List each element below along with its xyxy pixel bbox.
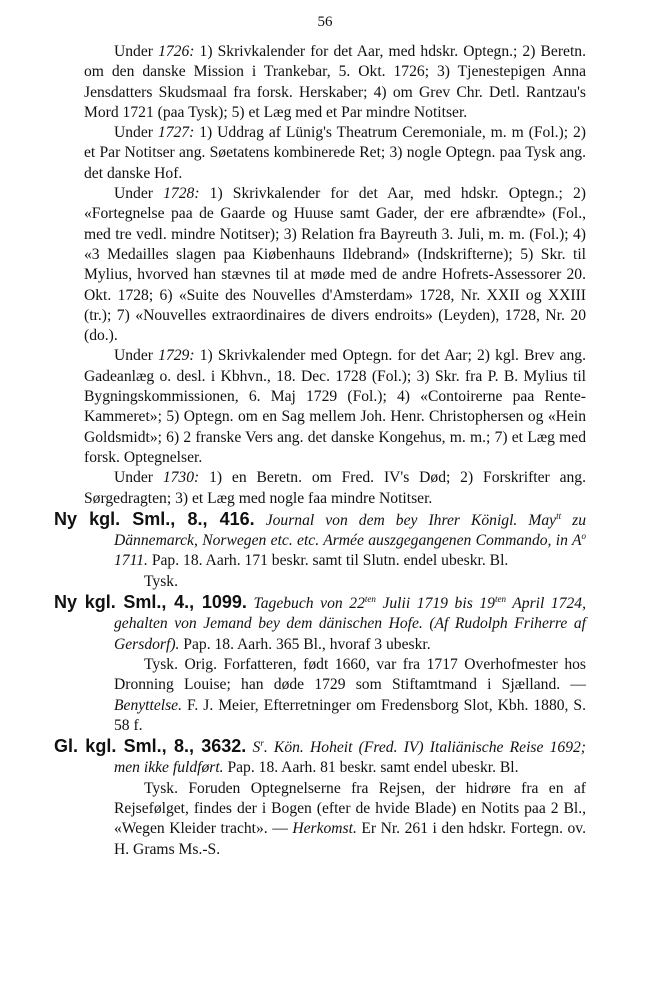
entry-heading: Ny kgl. Sml., 8., 416.: [54, 508, 255, 529]
paragraph-1728: Under 1728: 1) Skrivkalender for det Aar, med hdskr. Optegn.; 2) «Fortegnelse paa de Gaarde og Huuse samt Gader, der ere afbrændte» (Fol., med tre vedl. mindre Notitser); 3) Relation fra Bayreuth 3. Juli, m. m. (Fol.); 4) «3 Medailles slagen paa Kiøbenhauns Ildebrand» (Indskrifterne); 5) Skr. til Mylius, hvorved han stævnes til at møde med de andre Hofrets-Assessorer 20. Okt. 1728; 6) «Suite des Nouvelles d'Amsterdam» 1728, Nr. XXII og XXIII (tr.); 7) «Nouvelles extraordinaires de divers endroits» (Leyden), 1728, Nr. 20 (do.).: [84, 185, 586, 345]
entry-heading: Gl. kgl. Sml., 8., 3632.: [54, 736, 247, 757]
entry-note: Tysk. Foruden Optegnelserne fra Rejsen, der hidrøre fra en af Rejsefølget, findes der i Bogen (efter de hvide Blade) en Notits paa 2 Bl., «Wegen Kleider tracht». — Herkomst. Er Nr. 261 i den hdskr. Fortegn. ov. H. Grams Ms.-S.: [114, 779, 586, 858]
entry-416: Ny kgl. Sml., 8., 416. Journal von dem bey Ihrer Königl. May$^{tt}$ zu Dännemarck, Norwegen etc. etc. Armée auszgegangenen Commando, in $A^o$ 1711. Pap. 18. Aarh. 171 beskr. samt til Slutn. endel ubeskr. Bl. Tysk.: [84, 509, 586, 592]
page-number: 56: [317, 14, 333, 30]
entry-note: Tysk. Orig. Forfatteren, født 1660, var fra 1717 Overhofmester hos Dronning Louise; han døde 1729 som Stiftamtmand i Sjælland. — Benyttelse. F. J. Meier, Efterretninger om Fredensborg Slot, Kbh. 1880, S. 58 f.: [114, 655, 586, 734]
entry-heading: Ny kgl. Sml., 4., 1099.: [54, 592, 247, 613]
paragraph-1730: Under 1730: 1) en Beretn. om Fred. IV's Død; 2) Forskrifter ang. Sørgedragten; 3) et Læg med nogle faa mindre Notitser.: [84, 469, 586, 507]
entry-3632: Gl. kgl. Sml., 8., 3632. $S^r$. Kön. Hoheit (Fred. IV) Italiänische Reise 1692; men ikke fuldført. Pap. 18. Aarh. 81 beskr. samt endel ubeskr. Bl. Tysk. Foruden Optegnelserne fra Rejsen, der hidrøre fra en af Rejsefølget, findes der i Bogen (efter de hvide Blade) en Notits paa 2 Bl., «Wegen Kleider tracht». — Herkomst. Er Nr. 261 i den hdskr. Fortegn. ov. H. Grams Ms.-S.: [84, 736, 586, 860]
paragraph-1727: Under 1727: 1) Uddrag af Lünig's Theatrum Ceremoniale, m. m (Fol.); 2) et Par Notitser ang. Søetatens kombinerede Ret; 3) nogle Optegn. paa Tysk ang. det danske Hof.: [84, 124, 586, 182]
entry-1099: Ny kgl. Sml., 4., 1099. Tagebuch von $22^{ten}$ Julii 1719 bis $19^{ten}$ April 1724, gehalten von Jemand bey dem dänischen Hofe. (Af Rudolph Friherre af Gersdorf). Pap. 18. Aarh. 365 Bl., hvoraf 3 ubeskr. Tysk. Orig. Forfatteren, født 1660, var fra 1717 Overhofmester hos Dronning Louise; han døde 1729 som Stiftamtmand i Sjælland. — Benyttelse. F. J. Meier, Efterretninger om Fredensborg Slot, Kbh. 1880, S. 58 f.: [84, 592, 586, 736]
entry-language: Tysk.: [144, 572, 178, 590]
paragraph-1729: Under 1729: 1) Skrivkalender med Optegn. for det Aar; 2) kgl. Brev ang. Gadeanlæg o. desl. i Kbhvn., 18. Dec. 1728 (Fol.); 3) Skr. fra P. B. Mylius til Bygningskommissionen, 6. Maj 1729 (Fol.); 4) «Contoirerne paa Rente-Kammeret»; 5) Optegn. om en Sag mellem Joh. Henr. Christophersen og «Hein Goldsmidt»; 6) 2 franske Vers ang. det danske Kongehus, m. m.; 7) et Læg med forsk. Optegnelser.: [84, 347, 586, 466]
paragraph-1726: Under 1726: 1) Skrivkalender for det Aar, med hdskr. Optegn.; 2) Beretn. om den danske Mission i Trankebar, 5. Okt. 1726; 3) Tjenestepigen Anna Jensdatters Skudsmaal fra forsk. Herskaber; 4) om Grev Chr. Detl. Rantzau's Mord 1721 (paa Tysk); 5) et Læg med et Par mindre Notitser.: [84, 43, 586, 121]
page-body: [54, 42, 587, 860]
